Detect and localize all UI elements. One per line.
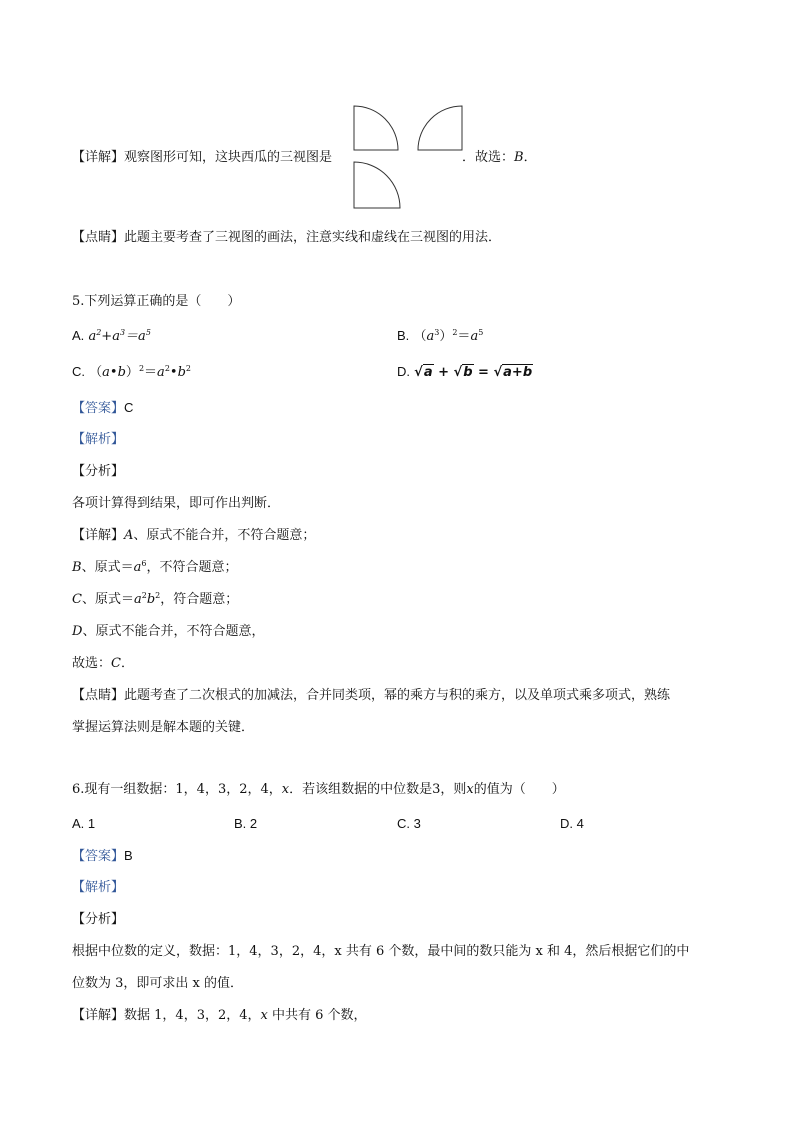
q5-choose-period: ． [120, 656, 134, 671]
q5-fenxi-body: 各项计算得到结果，即可作出判断． [72, 496, 281, 511]
q6-stem-x2: x [466, 782, 474, 797]
q6-option-a: A. 1 [72, 816, 96, 831]
q5-option-d [397, 362, 533, 383]
q5-option-b [397, 326, 483, 347]
q6-detail-a: 数据 1，4，3，2，4， [124, 1008, 261, 1023]
q6-fenxi [72, 910, 124, 930]
q5-detail-letter-c: C [72, 592, 82, 607]
q5-fenxi [72, 462, 124, 482]
q6-option-d: D. 4 [560, 816, 584, 831]
q5-detail-b-text: 、原式＝ [81, 560, 134, 575]
q6-fenxi-label: 【分析】 [72, 912, 125, 927]
q5-point-line1 [72, 686, 670, 706]
q5-analysis-label: 【解析】 [72, 432, 125, 447]
q6-option-b: B. 2 [234, 816, 258, 831]
three-view-figure [352, 104, 464, 212]
q5-detail-c-text: 、原式＝ [81, 592, 134, 607]
q6-detail-label: 【详解】 [72, 1008, 125, 1023]
detail-intro-period: ． [523, 150, 537, 165]
q6-analysis [72, 878, 124, 898]
q6-stem-a: 6.现有一组数据：1，4，3，2，4， [72, 782, 282, 797]
q5-fenxi-text [72, 494, 280, 514]
q5-option-b-expr: $(a^3)^2=a^5$ [413, 328, 484, 344]
q6-stem-c: 的值为（ ） [473, 782, 565, 797]
three-view-drawing [352, 104, 464, 212]
point1-label: 【点睛】 [72, 230, 125, 245]
side-view-shape [418, 106, 462, 150]
q5-answer-label: 【答案】 [72, 401, 125, 416]
detail-intro-answer: B [514, 150, 524, 165]
q5-option-c-label: C. [72, 364, 85, 379]
q5-stem-text: 5.下列运算正确的是（ ） [72, 294, 241, 309]
q5-option-d-label: D. [397, 364, 410, 379]
q6-stem-x: x [281, 782, 290, 797]
q5-answer-value: C [124, 400, 134, 415]
point1-text: 此题主要考查了三视图的画法，注意实线和虚线在三视图的用法． [124, 230, 502, 245]
q6-fenxi-line2 [72, 974, 243, 994]
q5-answer [72, 398, 133, 419]
q6-detail-b: 中共有 6 个数， [267, 1008, 367, 1023]
q6-detail-x: x [260, 1008, 268, 1023]
q5-detail-a [72, 526, 315, 546]
detail-intro-text: 观察图形可知，这块西瓜的三视图是 [124, 150, 333, 165]
detail-intro-tail [462, 148, 537, 168]
q6-fenxi-line1 [72, 942, 689, 962]
q6-answer-value: B [124, 848, 133, 863]
q5-detail-a-text: 、原式不能合并，不符合题意； [133, 528, 316, 543]
q5-option-a-label: A. [72, 328, 85, 343]
q5-detail-c: C、原式$=a^2b^2$，符合题意； [72, 591, 239, 607]
q5-detail-b: B、原式$=a^6$，不符合题意； [72, 559, 238, 575]
q5-option-c-expr: $(a•b)^2=a^2•b^2$ [89, 364, 191, 380]
q5-option-a [72, 326, 151, 347]
q5-analysis [72, 430, 124, 450]
q5-option-d-expr: √a + √b = √a+b [414, 365, 533, 380]
detail-intro-after: ．故选： [462, 150, 515, 165]
q5-choose-text: 故选： [72, 656, 112, 671]
q5-point-line2 [72, 718, 254, 738]
q5-option-a-expr: $a^2+a^3=a^5$ [88, 328, 151, 344]
q5-detail-d-text: 、原式不能合并，不符合题意， [82, 624, 265, 639]
q6-fenxi-text1: 根据中位数的定义，数据：1，4，3，2，4，x 共有 6 个数，最中间的数只能为 x 和 4，然后根据它们的中 [72, 944, 690, 959]
point1-line [72, 228, 501, 248]
q6-stem-b: ．若该组数据的中位数是3，则 [289, 782, 467, 797]
q5-option-c [72, 362, 191, 383]
q5-detail-d [72, 622, 264, 642]
q5-detail-c-tail: ，符合题意； [160, 592, 239, 607]
top-view-shape [354, 162, 400, 208]
q6-fenxi-text2: 位数为 3，即可求出 x 的值． [72, 976, 243, 991]
detail-intro-line [72, 148, 332, 168]
q6-answer-label: 【答案】 [72, 849, 125, 864]
q5-detail-letter-b: B [72, 560, 82, 575]
q5-point-label: 【点睛】 [72, 688, 125, 703]
q5-option-b-label: B. [397, 328, 410, 343]
q5-detail-label: 【详解】 [72, 528, 125, 543]
q6-option-c: C. 3 [397, 816, 421, 831]
front-view-shape [354, 106, 398, 150]
q5-point-text1: 此题考查了二次根式的加减法，合并同类项，幂的乘方与积的乘方，以及单项式乘多项式，熟练 [124, 688, 671, 703]
detail-intro-label: 【详解】 [72, 150, 125, 165]
q6-answer [72, 846, 133, 867]
q5-detail-letter-a: A [124, 528, 134, 543]
q5-detail-letter-d: D [72, 624, 83, 639]
q5-fenxi-label: 【分析】 [72, 464, 125, 479]
q6-stem [72, 780, 565, 800]
q6-analysis-label: 【解析】 [72, 880, 125, 895]
q5-point-text2: 掌握运算法则是解本题的关键． [72, 720, 255, 735]
q6-detail [72, 1006, 367, 1026]
q5-detail-b-tail: ，不符合题意； [146, 560, 238, 575]
q5-choose-answer: C [111, 656, 121, 671]
q5-stem [72, 292, 240, 312]
q5-choose [72, 654, 134, 674]
